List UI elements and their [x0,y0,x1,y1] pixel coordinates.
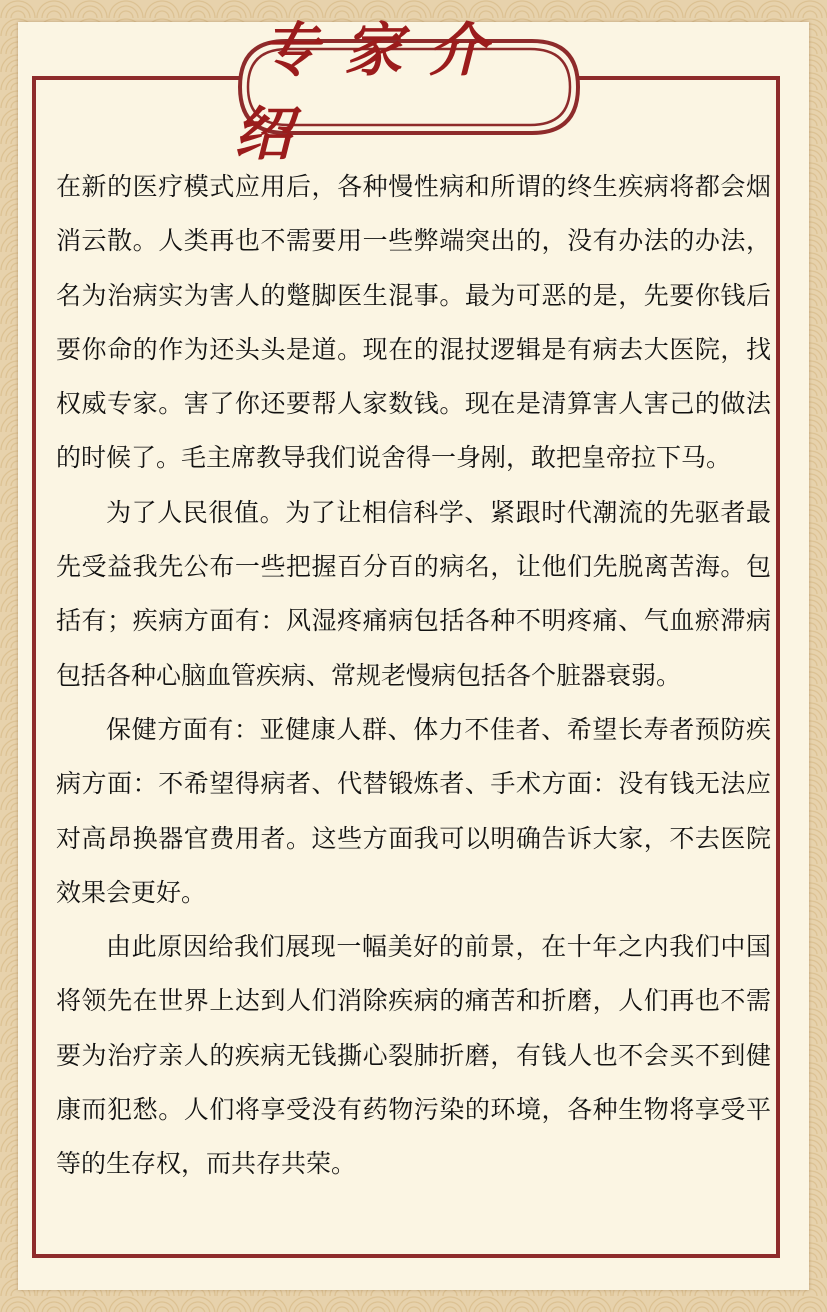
paragraph: 在新的医疗模式应用后，各种慢性病和所谓的终生疾病将都会烟消云散。人类再也不需要用一些弊端突出的，没有办法的办法，名为治病实为害人的蹩脚医生混事。最为可恶的是，先要你钱后要你命的作为还头头是道。现在的混扙逻辑是有病去大医院，找权威专家。害了你还要帮人家数钱。现在是清算害人害己的做法的时候了。毛主席教导我们说舍得一身剐，敢把皇帝拉下马。 [56,172,771,473]
paragraph: 保健方面有：亚健康人群、体力不佳者、希望长寿者预防疾病方面：不希望得病者、代替锻炼者、手术方面：没有钱无法应对高昂换器官费用者。这些方面我可以明确告诉大家，不去医院效果会更好。 [56,714,771,907]
title-badge [234,16,584,168]
page-title: 专家介绍 [234,16,513,168]
paragraph: 由此原因给我们展现一幅美好的前景，在十年之内我们中国将领先在世界上达到人们消除疾病的痛苦和折磨，人们再也不需要为治疗亲人的疾病无钱撕心裂肺折磨，有钱人也不会买不到健康而犯愁。人们将享受没有药物污染的环境，各种生物将享受平等的生存权，而共存共荣。 [56,932,771,1179]
article-body [56,160,771,1192]
paragraph: 为了人民很值。为了让相信科学、紧跟时代潮流的先驱者最先受益我先公布一些把握百分百的病名，让他们先脱离苦海。包括有；疾病方面有：风湿疼痛病包括各种不明疼痛、气血瘀滞病包括各种心脑血管疾病、常规老慢病包括各个脏器衰弱。 [56,497,771,690]
